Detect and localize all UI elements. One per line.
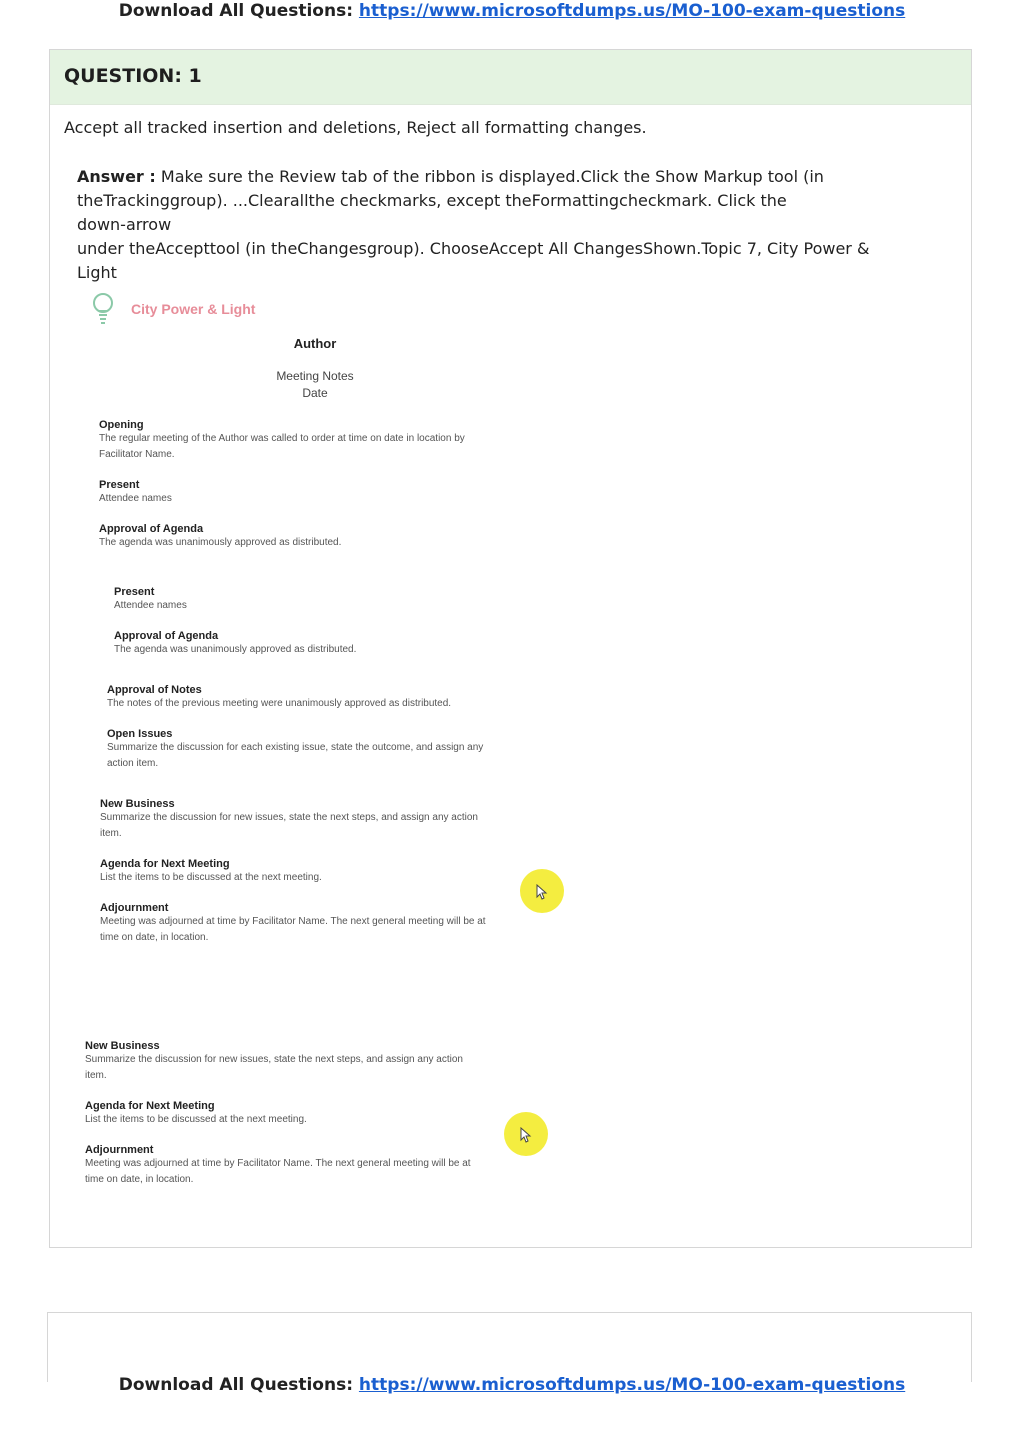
section-opening [99, 419, 539, 463]
section-heading: Open Issues [107, 728, 173, 740]
section-heading: Agenda for Next Meeting [100, 858, 230, 870]
section-heading: Approval of Notes [107, 684, 202, 696]
section-body: item. [85, 1070, 107, 1081]
download-label: Download All Questions: [118, 1, 353, 21]
section-next-meeting [85, 1100, 525, 1128]
section-agenda [114, 630, 554, 658]
download-link[interactable]: https://www.microsoftdumps.us/MO-100-exam-questions [358, 1, 906, 21]
section-heading: Approval of Agenda [114, 630, 219, 642]
section-issues [107, 728, 547, 772]
section-heading: Adjournment [100, 902, 169, 914]
section-body: Meeting was adjourned at time by Facilitator Name. The next general meeting will be at [100, 916, 486, 927]
section-body: time on date, in location. [100, 932, 209, 943]
section-body: action item. [107, 758, 159, 769]
section-adjournment [85, 1144, 525, 1188]
city-power-logo [90, 292, 390, 328]
section-notes [107, 684, 547, 712]
section-body: Attendee names [114, 600, 187, 611]
section-next-meeting [100, 858, 540, 886]
section-heading: Present [114, 586, 155, 598]
section-body: Summarize the discussion for each existing issue, state the outcome, and assign any [107, 742, 484, 753]
section-body: List the items to be discussed at the next meeting. [100, 872, 322, 883]
answer-line: Light [77, 263, 117, 282]
download-link[interactable]: https://www.microsoftdumps.us/MO-100-exam-questions [358, 1375, 906, 1395]
section-heading: New Business [85, 1040, 160, 1052]
question-text: Accept all tracked insertion and deletions, Reject all formatting changes. [64, 118, 647, 137]
section-body: The agenda was unanimously approved as distributed. [114, 644, 357, 655]
section-new-business [100, 798, 540, 842]
section-body: Meeting was adjourned at time by Facilitator Name. The next general meeting will be at [85, 1158, 471, 1169]
question-card [49, 49, 972, 1248]
section-heading: New Business [100, 798, 175, 810]
mouse-pointer-icon [520, 1127, 532, 1143]
section-present [114, 586, 554, 614]
download-banner-bottom [0, 1375, 1024, 1395]
question-header [50, 50, 971, 105]
doc-title: Author [293, 336, 337, 351]
section-adjournment [100, 902, 540, 946]
answer-line: under theAccepttool (in theChangesgroup). ChooseAccept All ChangesShown.Topic 7, City Power & [77, 239, 870, 258]
section-body: Summarize the discussion for new issues, state the next steps, and assign any action [100, 812, 478, 823]
section-heading: Opening [99, 419, 144, 431]
mouse-pointer-icon [536, 884, 548, 900]
doc-subtitle-date: Date [302, 386, 328, 400]
section-body: Attendee names [99, 493, 172, 504]
section-heading: Adjournment [85, 1144, 154, 1156]
section-new-business [85, 1040, 525, 1084]
section-body: The agenda was unanimously approved as distributed. [99, 537, 342, 548]
section-body: Summarize the discussion for new issues, state the next steps, and assign any action [85, 1054, 463, 1065]
answer-line: Make sure the Review tab of the ribbon is displayed.Click the Show Markup tool (in [160, 167, 824, 186]
lightbulb-icon [90, 292, 120, 328]
doc-subtitle [230, 368, 400, 402]
download-label: Download All Questions: [118, 1375, 353, 1395]
answer-block [77, 165, 927, 285]
section-body: The notes of the previous meeting were unanimously approved as distributed. [107, 698, 452, 709]
question-title: QUESTION: 1 [64, 65, 202, 87]
section-body: Facilitator Name. [99, 449, 175, 460]
answer-label: Answer : [77, 167, 156, 186]
next-question-card [47, 1312, 972, 1382]
answer-line: down-arrow [77, 215, 172, 234]
section-heading: Agenda for Next Meeting [85, 1100, 215, 1112]
section-body: item. [100, 828, 122, 839]
cursor-highlight [504, 1112, 548, 1156]
section-present [99, 479, 539, 507]
section-agenda [99, 523, 539, 551]
section-heading: Present [99, 479, 140, 491]
section-body: time on date, in location. [85, 1174, 194, 1185]
download-banner-top [0, 1, 1024, 21]
section-heading: Approval of Agenda [99, 523, 204, 535]
doc-subtitle-notes: Meeting Notes [276, 369, 354, 383]
section-body: The regular meeting of the Author was called to order at time on date in location by [99, 433, 465, 444]
logo-text: City Power & Light [131, 301, 256, 317]
cursor-highlight [520, 869, 564, 913]
section-body: List the items to be discussed at the next meeting. [85, 1114, 307, 1125]
answer-line: theTrackinggroup). ...Clearallthe checkmarks, except theFormattingcheckmark. Click the [77, 191, 787, 210]
